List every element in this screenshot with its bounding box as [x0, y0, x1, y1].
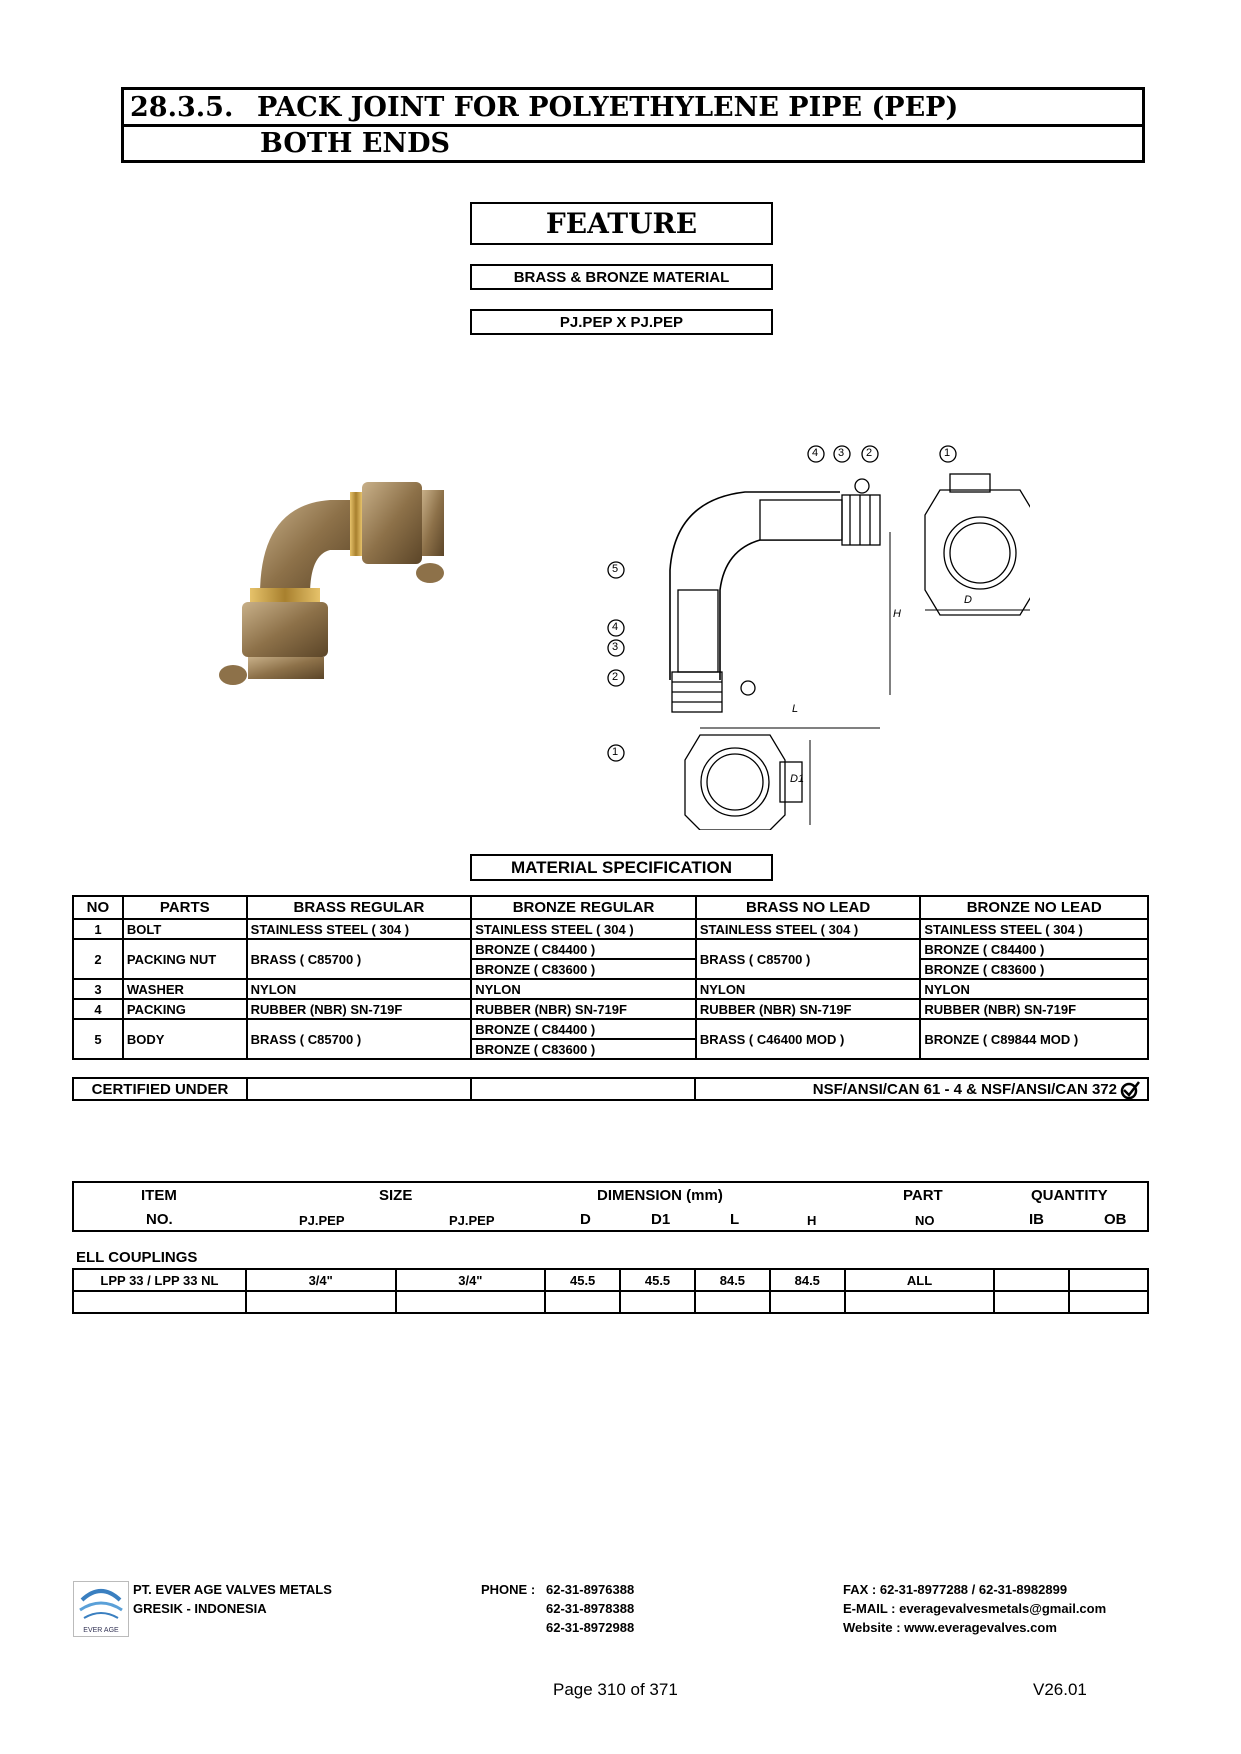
cell: STAINLESS STEEL ( 304 ): [247, 919, 472, 939]
item-no: [73, 1291, 246, 1313]
group-label: ELL COUPLINGS: [76, 1249, 198, 1266]
page-subtitle: BOTH ENDS: [260, 128, 451, 159]
cell: BRASS ( C85700 ): [696, 939, 921, 979]
size-1: 3/4": [246, 1269, 396, 1291]
dim-h: 84.5: [770, 1269, 845, 1291]
head-pjpep-1: PJ.PEP: [299, 1213, 345, 1228]
title-row-1: [124, 90, 1142, 127]
qty-ib: [994, 1269, 1069, 1291]
row-no: 3: [73, 979, 123, 999]
page-number: Page 310 of 371: [553, 1680, 678, 1699]
row-part: PACKING: [123, 999, 247, 1019]
feature-heading: FEATURE: [470, 202, 773, 245]
dim-h: [770, 1291, 845, 1313]
certified-value: [695, 1078, 1148, 1100]
size-2: 3/4": [396, 1269, 546, 1291]
dim-d1: 45.5: [620, 1269, 695, 1291]
dim-d: [545, 1291, 620, 1313]
certified-label: CERTIFIED UNDER: [73, 1078, 247, 1100]
cell: BRASS ( C85700 ): [247, 939, 472, 979]
cell: BRONZE ( C84400 ): [471, 1019, 696, 1039]
feature-material: BRASS & BRONZE MATERIAL: [470, 264, 773, 290]
size-2: [396, 1291, 546, 1313]
phone-1: 62-31-8976388: [546, 1582, 635, 1597]
part-no: [845, 1291, 995, 1313]
col-parts: PARTS: [123, 896, 247, 919]
callout-3-top: 3: [838, 447, 845, 459]
head-quantity: QUANTITY: [1031, 1187, 1108, 1204]
dimension-table: [72, 1268, 1149, 1314]
technical-drawing: [600, 440, 1030, 830]
table-row: [73, 1269, 1148, 1291]
cell: NYLON: [920, 979, 1148, 999]
dim-l: 84.5: [695, 1269, 770, 1291]
dim-label-h: H: [893, 608, 901, 620]
page-title: PACK JOINT FOR POLYETHYLENE PIPE (PEP): [257, 92, 959, 123]
company-location: GRESIK - INDONESIA: [133, 1601, 267, 1616]
callout-1-top: 1: [944, 447, 951, 459]
col-brass-no-lead: BRASS NO LEAD: [696, 896, 921, 919]
cell: NYLON: [247, 979, 472, 999]
cell: RUBBER (NBR) SN-719F: [247, 999, 472, 1019]
part-no: ALL: [845, 1269, 995, 1291]
row-part: BOLT: [123, 919, 247, 939]
row-no: 2: [73, 939, 123, 979]
section-number: 28.3.5.: [130, 92, 234, 123]
row-no: 4: [73, 999, 123, 1019]
table-row: [73, 939, 1148, 959]
table-row: [73, 999, 1148, 1019]
item-no: LPP 33 / LPP 33 NL: [73, 1269, 246, 1291]
size-1: [246, 1291, 396, 1313]
fax: FAX : 62-31-8977288 / 62-31-8982899: [843, 1582, 1068, 1597]
cell: BRASS ( C46400 MOD ): [696, 1019, 921, 1059]
material-spec-heading: MATERIAL SPECIFICATION: [470, 854, 773, 881]
email: E-MAIL : everagevalvesmetals@gmail.com: [843, 1601, 1107, 1616]
head-dimension: DIMENSION (mm): [597, 1187, 723, 1204]
cell: BRONZE ( C89844 MOD ): [920, 1019, 1148, 1059]
logo-text: EVER AGE: [83, 1627, 119, 1634]
callout-1-bottom: 1: [612, 746, 619, 758]
cell: BRONZE ( C83600 ): [471, 959, 696, 979]
cell: BRONZE ( C84400 ): [920, 939, 1148, 959]
cell: [471, 1078, 695, 1100]
company-name: PT. EVER AGE VALVES METALS: [133, 1582, 332, 1597]
phone-2: 62-31-8978388: [546, 1601, 635, 1616]
product-photo: [200, 470, 500, 715]
cell: STAINLESS STEEL ( 304 ): [696, 919, 921, 939]
nsf-check-icon: [1119, 1080, 1141, 1100]
logo-wave-icon: [74, 1582, 128, 1622]
certification-row: [72, 1077, 1149, 1101]
title-block: [121, 87, 1145, 163]
cell: NYLON: [696, 979, 921, 999]
callout-4: 4: [612, 621, 619, 633]
col-brass-regular: BRASS REGULAR: [247, 896, 472, 919]
certified-standards: NSF/ANSI/CAN 61 - 4 & NSF/ANSI/CAN 372: [812, 1080, 1117, 1098]
head-part-no: NO: [915, 1213, 935, 1228]
dim-label-d1: D1: [790, 773, 805, 785]
dim-d: 45.5: [545, 1269, 620, 1291]
table-row: [73, 1291, 1148, 1313]
dim-label-d: D: [964, 594, 972, 606]
row-no: 1: [73, 919, 123, 939]
cell: RUBBER (NBR) SN-719F: [920, 999, 1148, 1019]
head-ob: OB: [1104, 1211, 1127, 1228]
head-ib: IB: [1029, 1211, 1044, 1228]
cell: NYLON: [471, 979, 696, 999]
material-spec-table: [72, 895, 1149, 1060]
cell: BRONZE ( C83600 ): [920, 959, 1148, 979]
head-d1: D1: [651, 1211, 671, 1228]
table-row: [73, 1019, 1148, 1039]
cell: STAINLESS STEEL ( 304 ): [471, 919, 696, 939]
cell: RUBBER (NBR) SN-719F: [696, 999, 921, 1019]
qty-ob: [1069, 1291, 1148, 1313]
table-header-row: [73, 896, 1148, 919]
col-bronze-regular: BRONZE REGULAR: [471, 896, 696, 919]
head-d: D: [580, 1211, 591, 1228]
cell: RUBBER (NBR) SN-719F: [471, 999, 696, 1019]
head-no: NO.: [146, 1211, 173, 1228]
cell: [247, 1078, 471, 1100]
table-row: [73, 919, 1148, 939]
phone-label: PHONE :: [481, 1582, 536, 1597]
cell: BRONZE ( C83600 ): [471, 1039, 696, 1059]
col-bronze-no-lead: BRONZE NO LEAD: [920, 896, 1148, 919]
feature-connection: PJ.PEP X PJ.PEP: [470, 309, 773, 335]
callout-5: 5: [612, 563, 619, 575]
row-no: 5: [73, 1019, 123, 1059]
row-part: PACKING NUT: [123, 939, 247, 979]
version: V26.01: [1033, 1680, 1087, 1699]
dimension-table-header: [72, 1181, 1149, 1232]
table-row: [73, 979, 1148, 999]
row-part: WASHER: [123, 979, 247, 999]
cell: STAINLESS STEEL ( 304 ): [920, 919, 1148, 939]
dim-d1: [620, 1291, 695, 1313]
row-part: BODY: [123, 1019, 247, 1059]
dim-label-l: L: [792, 703, 799, 715]
callout-4-top: 4: [812, 447, 819, 459]
callout-3: 3: [612, 641, 619, 653]
head-part: PART: [903, 1187, 943, 1204]
head-item: ITEM: [141, 1187, 177, 1204]
callout-2-top: 2: [866, 447, 873, 459]
head-l: L: [730, 1211, 740, 1228]
col-no: NO: [73, 896, 123, 919]
head-size: SIZE: [379, 1187, 413, 1204]
company-logo: [73, 1581, 129, 1637]
website: Website : www.everagevalves.com: [843, 1620, 1057, 1635]
cell: BRASS ( C85700 ): [247, 1019, 472, 1059]
head-h: H: [807, 1213, 817, 1228]
dim-l: [695, 1291, 770, 1313]
phone-3: 62-31-8972988: [546, 1620, 635, 1635]
qty-ob: [1069, 1269, 1148, 1291]
cell: BRONZE ( C84400 ): [471, 939, 696, 959]
qty-ib: [994, 1291, 1069, 1313]
callout-2: 2: [612, 671, 619, 683]
head-pjpep-2: PJ.PEP: [449, 1213, 495, 1228]
